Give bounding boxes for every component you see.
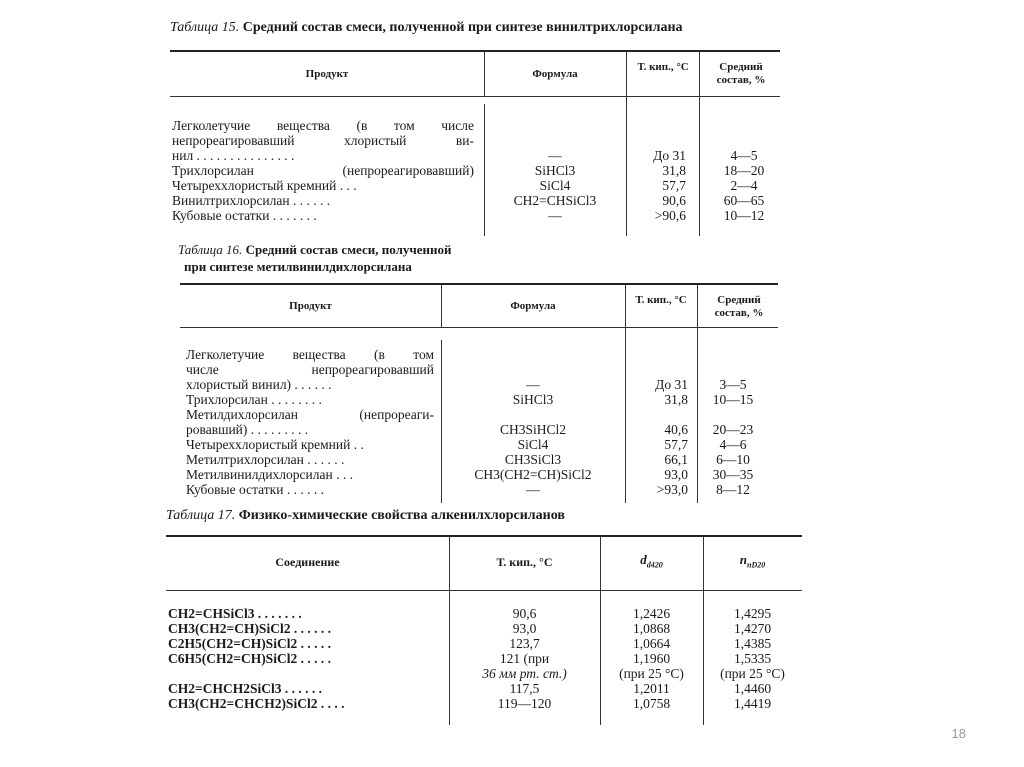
table15-formula-cell	[484, 118, 626, 133]
table16-bp-cell: 40,6	[664, 422, 688, 437]
table17-header-refr: $n_{nD20}$	[739, 552, 766, 570]
table17-header-compound: Соединение	[275, 555, 340, 569]
table15-bp-cell: 90,6	[662, 193, 686, 208]
table16-product-cell: числе непрореагировавший	[186, 362, 434, 377]
table16-formula-cell: CH3SiHCl2	[499, 422, 567, 437]
table16-formula-cell	[441, 362, 625, 377]
table16-product-cell: Метилтрихлорсилан . . . . . .	[186, 452, 345, 467]
table15-product-cell: Винилтрихлорсилан . . . . . .	[172, 193, 331, 208]
table16-header-comp: Средний состав, %	[714, 294, 764, 319]
table16-bp-cell: >93,0	[656, 482, 688, 497]
table16-product-cell: Трихлорсилан . . . . . . . .	[186, 392, 322, 407]
table17-density-cell: (при 25 °С)	[619, 666, 684, 681]
table15-bp-cell	[630, 118, 686, 133]
table16-caption-line2: при синтезе метилвинилдихлорсилана	[184, 259, 412, 274]
table17-caption-text: Физико-химические свойства алкенилхлорсиланов	[238, 508, 565, 523]
table17-refr-cell: 1,4385	[733, 636, 772, 651]
table17-compound-cell: CH2=CHCH2SiCl3 . . . . . .	[168, 681, 322, 696]
table15-bp-cell	[630, 133, 686, 148]
table15-header-formula: Формула	[532, 68, 578, 80]
table16-bp-cell	[628, 347, 688, 362]
table16-comp-cell: 30—35	[712, 467, 754, 482]
table17-refr-cell: 1,4419	[733, 696, 772, 711]
table15-header-comp: Средний состав, %	[716, 61, 766, 86]
table16-product-cell: Легколетучие вещества (в том	[186, 347, 434, 362]
table16-comp-cell: 10—15	[712, 392, 754, 407]
table16-bp-cell: 57,7	[664, 437, 688, 452]
table15-caption	[170, 20, 683, 36]
table15-bp-column	[630, 118, 686, 223]
table16-divider-3	[697, 285, 698, 503]
table17-bp-cell: 121 (при	[499, 651, 550, 666]
table17-refr-cell: 1,4460	[733, 681, 772, 696]
table16-bp-cell: 93,0	[664, 467, 688, 482]
table15-divider-2	[626, 52, 627, 236]
table15-formula-cell: SiHCl3	[534, 163, 576, 178]
table17-refr-cell: (при 25 °С)	[720, 666, 785, 681]
table16-product-cell: Метилвинилдихлорсилан . . .	[186, 467, 353, 482]
table15-comp-cell: 4—5	[730, 148, 758, 163]
table15-formula-cell: —	[548, 208, 562, 223]
table16-bp-cell	[628, 362, 688, 377]
table16-caption-label: Таблица 16.	[178, 242, 243, 257]
table17-compound-cell: C6H5(CH2=CH)SiCl2 . . . . .	[168, 651, 331, 666]
table15-comp-cell: 60—65	[723, 193, 765, 208]
table16-comp-cell: 3—5	[719, 377, 747, 392]
table16-formula-cell	[441, 407, 625, 422]
page-number: 18	[951, 726, 966, 741]
table17-caption-label: Таблица 17.	[166, 508, 236, 523]
table17-bp-cell: 119—120	[497, 696, 552, 711]
table16-comp-cell	[700, 347, 766, 362]
table16-top-rule	[180, 283, 778, 285]
table15-bp-cell: До 31	[653, 148, 686, 163]
table17-bp-column	[449, 606, 600, 711]
table17-density-cell: 1,2011	[633, 681, 670, 696]
table15-comp-cell: 2—4	[730, 178, 758, 193]
table15-comp-column	[702, 118, 786, 223]
table15-header-product: Продукт	[305, 68, 349, 80]
table16-comp-cell: 6—10	[716, 452, 750, 467]
table16-bp-cell: До 31	[655, 377, 688, 392]
table16-header-formula: Формула	[510, 300, 556, 312]
table16-formula-cell: SiCl4	[517, 437, 549, 452]
table16-comp-cell	[700, 407, 766, 422]
table16-header-product: Продукт	[289, 300, 332, 312]
table16-divider-2	[625, 285, 626, 503]
table17-refr-column	[703, 606, 802, 711]
table16-formula-cell: —	[526, 377, 540, 392]
table17-density-cell: 1,0664	[632, 636, 671, 651]
table15-formula-column	[484, 118, 626, 223]
table17-caption	[166, 508, 565, 524]
table15-header-rule	[170, 96, 780, 97]
table16-comp-cell: 8—12	[716, 482, 750, 497]
table16-bp-column	[628, 347, 688, 497]
table17-header-rule	[166, 590, 802, 591]
table15-divider-3	[699, 52, 700, 236]
table17-compound-cell: CH3(CH2=CH)SiCl2 . . . . . .	[168, 621, 331, 636]
table15-product-cell: Кубовые остатки . . . . . . .	[172, 208, 317, 223]
table15-caption-text: Средний состав смеси, полученной при синтезе винилтрихлорсилана	[242, 20, 683, 35]
table17-compound-column	[168, 606, 444, 711]
table17-refr-cell: 1,4270	[733, 621, 772, 636]
table17-bp-cell: 90,6	[512, 606, 537, 621]
table15-formula-cell: CH2=CHSiCl3	[513, 193, 597, 208]
table15-product-cell: Легколетучие вещества (в том числе	[172, 118, 474, 133]
table16-comp-column	[700, 347, 766, 497]
table15-comp-cell: 18—20	[723, 163, 765, 178]
table16-product-column	[186, 347, 434, 497]
table17-bp-cell: 93,0	[512, 621, 537, 636]
table15-product-cell: непрореагировавший хлористый ви-	[172, 133, 474, 148]
table15-product-column	[172, 118, 474, 223]
table17-bp-cell: 123,7	[509, 636, 540, 651]
table15-formula-cell: —	[548, 148, 562, 163]
table15-formula-cell	[484, 133, 626, 148]
table17-header-refr-label: nD20	[747, 560, 766, 570]
table15-product-cell: Четыреххлористый кремний . . .	[172, 178, 357, 193]
table17-refr-cell: 1,4295	[733, 606, 772, 621]
table15-bp-cell: >90,6	[654, 208, 686, 223]
table17-header-density: $d_{d420}$	[640, 552, 663, 570]
table16-formula-column	[441, 347, 625, 497]
table16-caption-line1: Средний состав смеси, полученной	[245, 242, 452, 257]
table17-refr-cell: 1,5335	[733, 651, 772, 666]
table17-density-cell: 1,2426	[632, 606, 671, 621]
table16-bp-cell: 31,8	[664, 392, 688, 407]
table16-caption	[178, 242, 451, 258]
table17-header-density-label: d420	[646, 560, 663, 570]
table17-bp-cell: 36 мм рт. ст.)	[482, 666, 567, 681]
table16-product-cell: хлористый винил) . . . . . .	[186, 377, 332, 392]
table17-bp-cell: 117,5	[509, 681, 540, 696]
table17-compound-cell: C2H5(CH2=CH)SiCl2 . . . . .	[168, 636, 331, 651]
table16-comp-cell	[700, 362, 766, 377]
table15-header-bp: Т. кип., °С	[637, 61, 689, 73]
table15-caption-label: Таблица 15.	[170, 20, 240, 35]
table15-bp-cell: 57,7	[662, 178, 686, 193]
table15-comp-cell: 10—12	[723, 208, 765, 223]
table17-density-cell: 1,1960	[632, 651, 671, 666]
table16-header-bp: Т. кип., °С	[635, 294, 687, 306]
table16-product-cell: ровавший) . . . . . . . . .	[186, 422, 309, 437]
table16-product-cell: Кубовые остатки . . . . . .	[186, 482, 324, 497]
table16-formula-cell: CH3(CH2=CH)SiCl2	[474, 467, 592, 482]
table16-bp-cell	[628, 407, 688, 422]
table15-formula-cell: SiCl4	[539, 178, 571, 193]
table16-header-rule	[180, 327, 778, 328]
table16-formula-cell: —	[526, 482, 540, 497]
table15-top-rule	[170, 50, 780, 52]
table17-density-column	[600, 606, 703, 711]
table17-compound-cell	[168, 666, 444, 681]
table16-formula-cell: SiHCl3	[512, 392, 554, 407]
table16-product-cell: Метилдихлорсилан (непрореаги-	[186, 407, 434, 422]
table16-formula-cell	[441, 347, 625, 362]
table16-bp-cell: 66,1	[664, 452, 688, 467]
table15-comp-cell	[702, 118, 786, 133]
table15-comp-cell	[702, 133, 786, 148]
table15-bp-cell: 31,8	[662, 163, 686, 178]
table17-density-cell: 1,0868	[632, 621, 671, 636]
table15-product-cell: Трихлорсилан (непрореагировавший)	[172, 163, 474, 178]
table16-formula-cell: CH3SiCl3	[504, 452, 562, 467]
table17-compound-cell: CH2=CHSiCl3 . . . . . . .	[168, 606, 302, 621]
table17-density-cell: 1,0758	[632, 696, 671, 711]
table16-comp-cell: 4—6	[719, 437, 747, 452]
table17-compound-cell: CH3(CH2=CHCH2)SiCl2 . . . .	[168, 696, 345, 711]
table16-product-cell: Четыреххлористый кремний . .	[186, 437, 364, 452]
table15-product-cell: нил . . . . . . . . . . . . . . .	[172, 148, 295, 163]
table17-header-bp: Т. кип., °С	[496, 555, 553, 569]
table16-comp-cell: 20—23	[712, 422, 754, 437]
table17-top-rule	[166, 535, 802, 537]
